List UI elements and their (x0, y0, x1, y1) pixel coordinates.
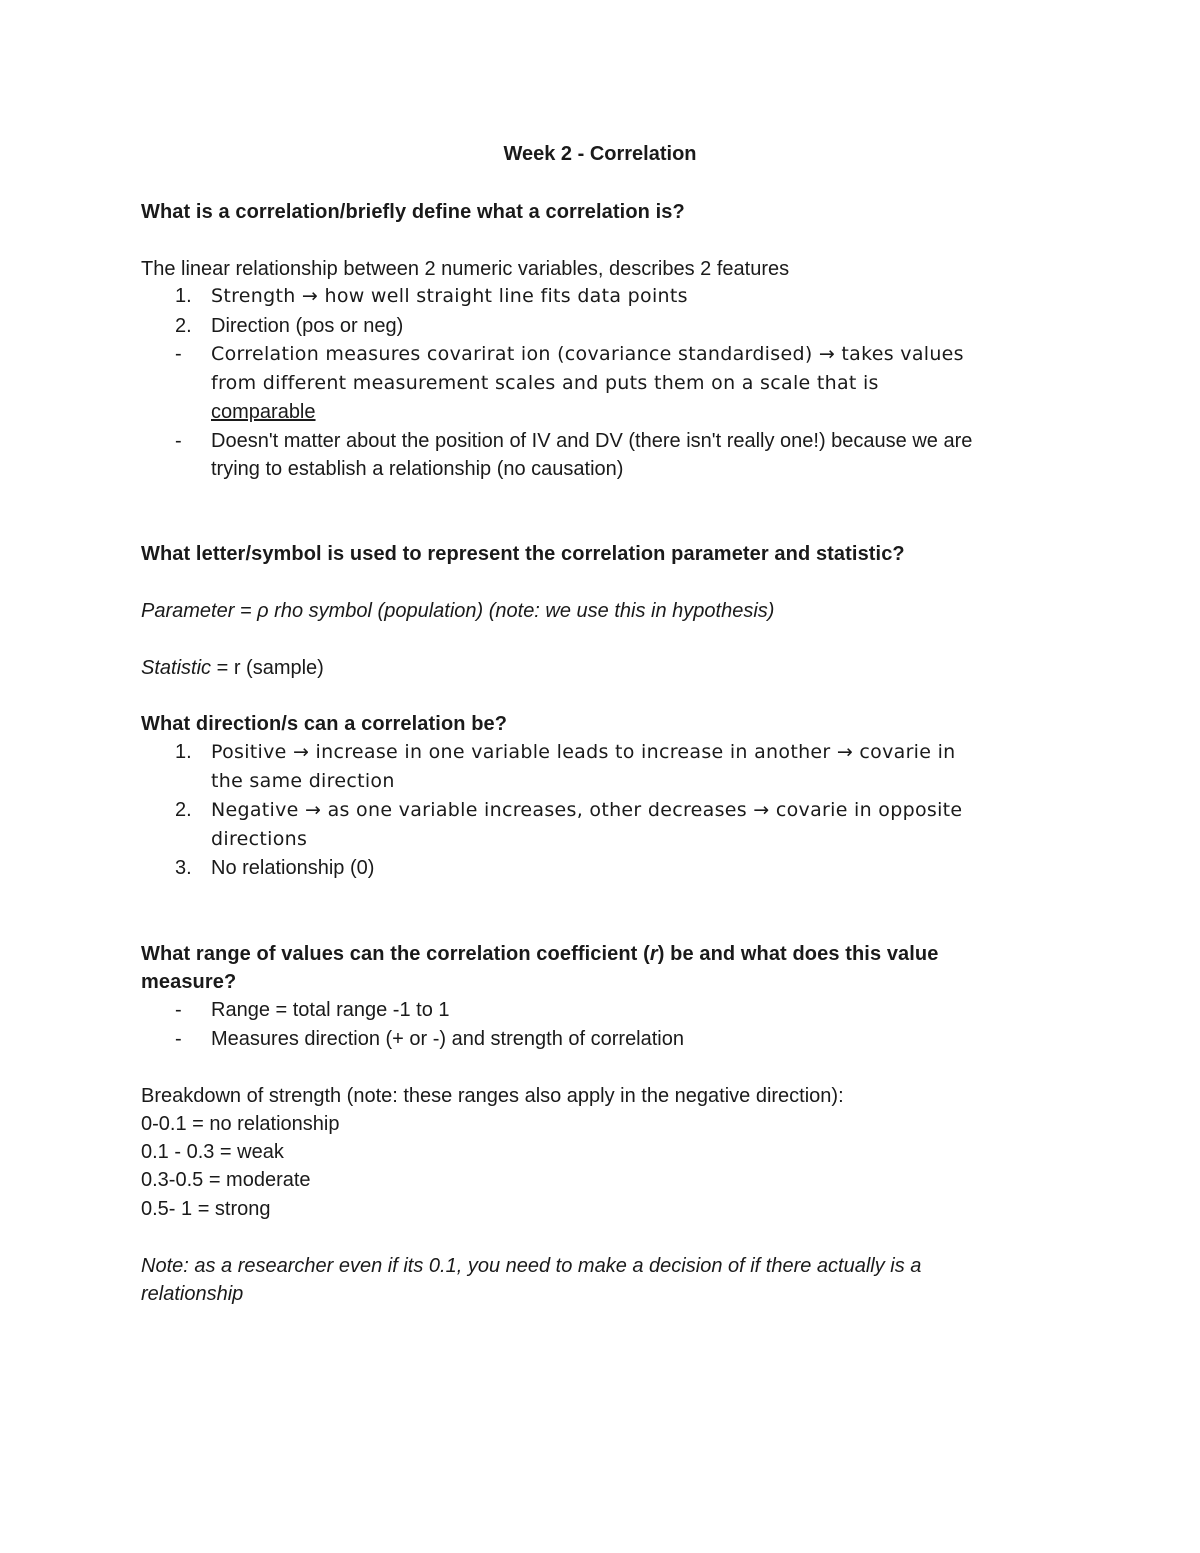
list-marker: 1. (175, 741, 192, 763)
question-direction: What direction/s can a correlation be? (141, 713, 508, 735)
question-range-r: r (649, 943, 658, 965)
list-item-text: Direction (pos or neg) (211, 315, 404, 337)
list-item-text-line: Correlation measures covarirat ion (covariance standardised) → takes values (211, 343, 964, 365)
breakdown-row: 0.5- 1 = strong (141, 1198, 271, 1220)
list-marker: - (175, 343, 182, 365)
list-item-text-line: from different measurement scales and puts them on a scale that is (211, 372, 879, 394)
list-item-text: No relationship (0) (211, 857, 375, 879)
list-marker: 1. (175, 285, 192, 307)
list-item-text: Range = total range -1 to 1 (211, 999, 450, 1021)
statistic-label: Statistic (141, 657, 212, 679)
definition-intro: The linear relationship between 2 numeric variables, describes 2 features (141, 258, 790, 280)
underlined-word: comparable (211, 401, 316, 423)
list-marker: 2. (175, 315, 192, 337)
list-item-text-line: Negative → as one variable increases, other decreases → covarie in opposite (211, 799, 963, 821)
list-marker: 3. (175, 857, 192, 879)
breakdown-title: Breakdown of strength (note: these ranges also apply in the negative direction): (141, 1085, 844, 1107)
note-line: relationship (141, 1283, 244, 1305)
note-line: Note: as a researcher even if its 0.1, you need to make a decision of if there actually is a (141, 1255, 922, 1277)
breakdown-row: 0.3-0.5 = moderate (141, 1169, 311, 1191)
list-item-text-line: the same direction (211, 770, 395, 792)
list-marker: 2. (175, 799, 192, 821)
page-title: Week 2 - Correlation (503, 143, 697, 165)
list-item-text-line: trying to establish a relationship (no causation) (211, 458, 624, 480)
question-range (141, 940, 938, 968)
list-item-text: Measures direction (+ or -) and strength of correlation (211, 1028, 684, 1050)
question-definition: What is a correlation/briefly define what a correlation is? (141, 201, 685, 223)
parameter-line: Parameter = ρ rho symbol (population) (note: we use this in hypothesis) (141, 600, 775, 622)
list-marker: - (175, 430, 182, 452)
question-symbol: What letter/symbol is used to represent the correlation parameter and statistic? (141, 543, 905, 565)
question-range-line2: measure? (141, 971, 237, 993)
question-range-part: ) be and what does this value (657, 943, 939, 965)
list-marker: - (175, 1028, 182, 1050)
list-item-text-line: Doesn't matter about the position of IV and DV (there isn't really one!) because we are (211, 430, 973, 452)
statistic-value: = r (sample) (211, 657, 324, 679)
breakdown-row: 0.1 - 0.3 = weak (141, 1141, 284, 1163)
question-range-part: What range of values can the correlation coefficient ( (141, 943, 650, 965)
list-marker: - (175, 999, 182, 1021)
statistic-line (141, 654, 324, 682)
list-item-text-line: directions (211, 828, 308, 850)
breakdown-row: 0-0.1 = no relationship (141, 1113, 340, 1135)
list-item-text: Strength → how well straight line fits data points (211, 285, 688, 307)
list-item-text-line: Positive → increase in one variable leads to increase in another → covarie in (211, 741, 956, 763)
